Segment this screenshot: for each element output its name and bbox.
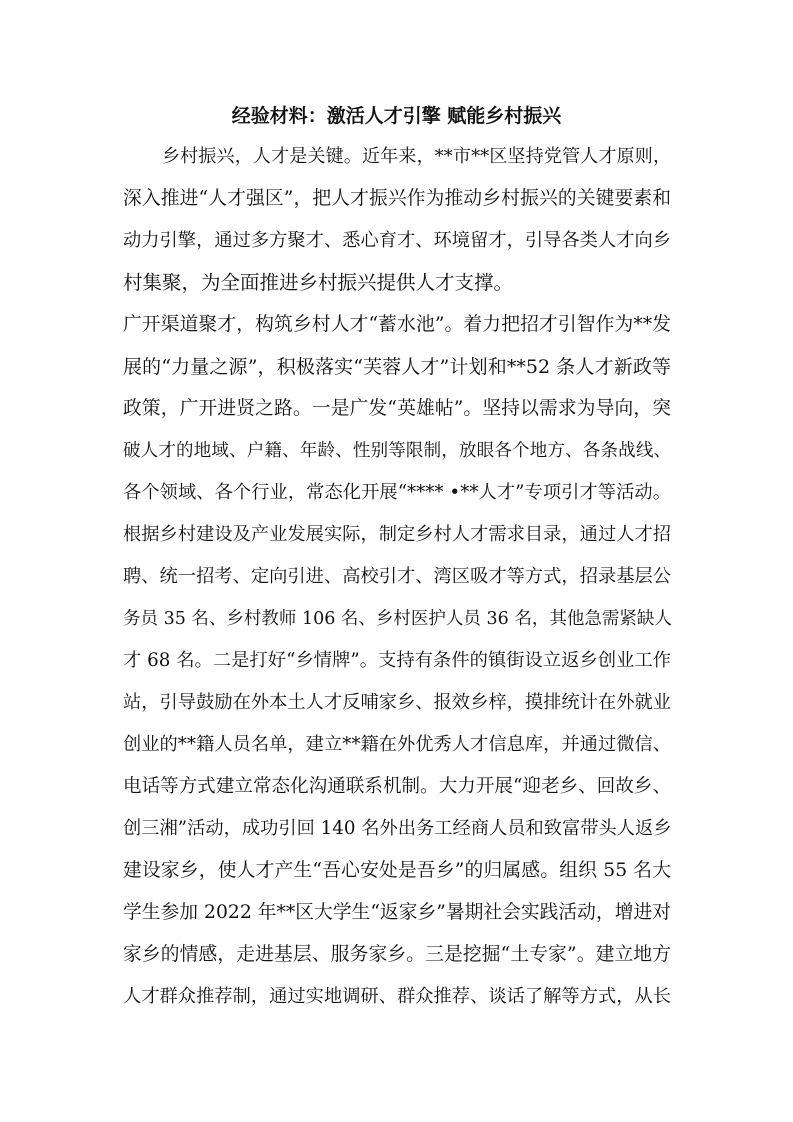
document-title: 经验材料：激活人才引擎 赋能乡村振兴 (231, 105, 562, 127)
paragraph-line: 各个领域、各个行业，常态化开展“**** •**人才”专项引才等活动。 (123, 482, 671, 503)
paragraph-line: 乡村振兴，人才是关键。近年来，**市**区坚持党管人才原则， (162, 146, 671, 167)
paragraph-line: 学生参加 2022 年**区大学生“返家乡”暑期社会实践活动，增进对 (123, 902, 671, 923)
paragraph-line: 根据乡村建设及产业发展实际，制定乡村人才需求目录，通过人才招 (123, 524, 671, 545)
paragraph-line: 破人才的地域、户籍、年龄、性别等限制，放眼各个地方、各条战线、 (123, 441, 671, 461)
paragraph-line: 家乡的情感，走进基层、服务家乡。三是挖掘“土专家”。建立地方 (123, 944, 671, 965)
paragraph-line: 村集聚，为全面推进乡村振兴提供人才支撑。 (123, 271, 514, 294)
paragraph-line: 创业的**籍人员名单，建立**籍在外优秀人才信息库，并通过微信、 (123, 734, 671, 755)
paragraph-line: 人才群众推荐制，通过实地调研、群众推荐、谈话了解等方式，从长 (123, 986, 671, 1007)
paragraph-line: 建设家乡，使人才产生“吾心安处是吾乡”的归属感。组织 55 名大 (123, 860, 671, 881)
paragraph-line: 站，引导鼓励在外本土人才反哺家乡、报效乡梓，摸排统计在外就业 (123, 692, 671, 713)
paragraph-line: 政策，广开进贤之路。一是广发“英雄帖”。坚持以需求为导向，突 (123, 398, 671, 419)
paragraph-line: 电话等方式建立常态化沟通联系机制。大力开展“迎老乡、回故乡、 (123, 776, 671, 797)
paragraph-line: 展的“力量之源”，积极落实“芙蓉人才”计划和**52 条人才新政等 (123, 356, 671, 378)
paragraph-line: 动力引擎，通过多方聚才、悉心育才、环境留才，引导各类人才向乡 (123, 230, 671, 251)
paragraph-line: 务员 35 名、乡村教师 106 名、乡村医护人员 36 名，其他急需紧缺人 (123, 609, 672, 629)
paragraph-line: 聘、统一招考、定向引进、高校引才、湾区吸才等方式，招录基层公 (123, 566, 671, 587)
paragraph-line: 广开渠道聚才，构筑乡村人才“蓄水池”。着力把招才引智作为**发 (123, 314, 671, 335)
paragraph-line: 才 68 名。二是打好“乡情牌”。支持有条件的镇街设立返乡创业工作 (123, 650, 671, 671)
paragraph-line: 创三湘”活动，成功引回 140 名外出务工经商人员和致富带头人返乡 (123, 818, 672, 839)
paragraph-line: 深入推进“人才强区”，把人才振兴作为推动乡村振兴的关键要素和 (123, 188, 671, 209)
